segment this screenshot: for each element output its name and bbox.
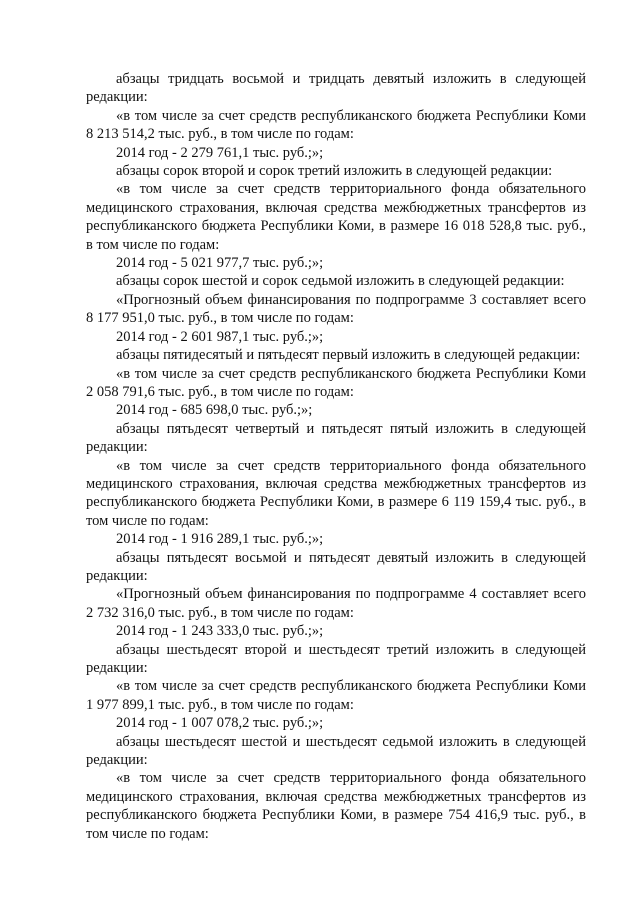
paragraph-year-2014-amount: 2014 год - 1 007 078,2 тыс. руб.;»;	[116, 715, 324, 732]
paragraph-42-43-instruction: абзацы сорок второй и сорок третий изложить в следующей редакции:	[116, 163, 553, 180]
paragraph-subprogram-4-total: «Прогнозный объем финансирования по подпрограмме 4 составляет всего 2 732 316,0 тыс. руб., в том числе по годам:	[86, 586, 586, 621]
paragraph-republican-budget-amount: «в том числе за счет средств республиканского бюджета Республики Коми 8 213 514,2 тыс. руб., в том числе по годам:	[86, 107, 586, 143]
paragraph-66-67-instruction: абзацы шестьдесят шестой и шестьдесят седьмой изложить в следующей редакции:	[86, 733, 586, 769]
paragraph-year-2014-amount: 2014 год - 2 601 987,1 тыс. руб.;»;	[116, 328, 324, 345]
paragraph-38-39-instruction: абзацы тридцать восьмой и тридцать девятый изложить в следующей редакции:	[86, 71, 586, 106]
paragraph-year-2014-amount: 2014 год - 1 916 289,1 тыс. руб.;»;	[116, 531, 324, 548]
paragraph-republican-budget-amount: «в том числе за счет средств республиканского бюджета Республики Коми 1 977 899,1 тыс. руб., в том числе по годам:	[86, 678, 586, 713]
paragraph-year-2014-amount: 2014 год - 685 698,0 тыс. руб.;»;	[116, 402, 313, 419]
paragraph-62-63-instruction: абзацы шестьдесят второй и шестьдесят третий изложить в следующей редакции:	[86, 641, 586, 676]
paragraph-54-55-instruction: абзацы пятьдесят четвертый и пятьдесят пятый изложить в следующей редакции:	[86, 420, 586, 456]
paragraph-subprogram-3-total: «Прогнозный объем финансирования по подпрограмме 3 составляет всего 8 177 951,0 тыс. руб., в том числе по годам:	[86, 291, 586, 327]
paragraph-territorial-fund-amount: «в том числе за счет средств территориального фонда обязательного медицинского страхования, включая средства межбюджетных трансфертов из республиканского бюджета Республики Коми, в размере 16 018 528,8 тыс. руб., в том числе по годам:	[86, 181, 586, 253]
paragraph-year-2014-amount: 2014 год - 2 279 761,1 тыс. руб.;»;	[116, 144, 324, 161]
paragraph-territorial-fund-amount: «в том числе за счет средств территориального фонда обязательного медицинского страхования, включая средства межбюджетных трансфертов из республиканского бюджета Республики Коми, в размере 6 119 159,4 тыс. руб., в том числе по годам:	[86, 457, 586, 529]
paragraph-58-59-instruction: абзацы пятьдесят восьмой и пятьдесят девятый изложить в следующей редакции:	[86, 549, 586, 584]
paragraph-republican-budget-amount: «в том числе за счет средств республиканского бюджета Республики Коми 2 058 791,6 тыс. руб., в том числе по годам:	[86, 365, 586, 400]
paragraph-year-2014-amount: 2014 год - 1 243 333,0 тыс. руб.;»;	[116, 623, 324, 640]
paragraph-46-47-instruction: абзацы сорок шестой и сорок седьмой изложить в следующей редакции:	[116, 273, 565, 290]
document-body	[86, 70, 586, 843]
paragraph-territorial-fund-amount: «в том числе за счет средств территориального фонда обязательного медицинского страхования, включая средства межбюджетных трансфертов из республиканского бюджета Республики Коми, в размере 754 416,9 тыс. руб., в том числе по годам:	[86, 770, 586, 842]
paragraph-50-51-instruction: абзацы пятидесятый и пятьдесят первый изложить в следующей редакции:	[116, 347, 581, 364]
paragraph-year-2014-amount: 2014 год - 5 021 977,7 тыс. руб.;»;	[116, 255, 324, 272]
